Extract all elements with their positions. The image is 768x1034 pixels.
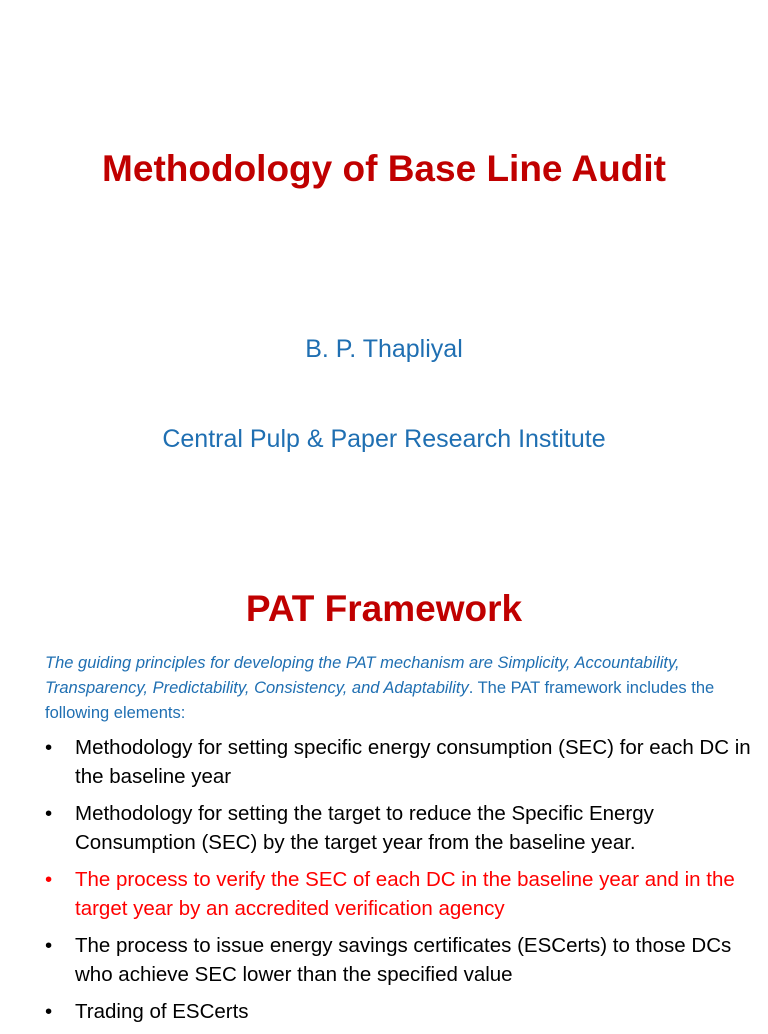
bullet-icon: •	[45, 1000, 53, 1023]
institute-name: Central Pulp & Paper Research Institute	[162, 425, 606, 453]
list-item	[45, 931, 765, 989]
pat-framework-slide	[0, 580, 768, 1024]
list-item	[45, 997, 765, 1026]
bullet-icon: •	[45, 868, 53, 891]
bullet-icon: •	[45, 802, 53, 825]
list-item	[45, 865, 765, 923]
bullet-text: The process to verify the SEC of each DC in the baseline year and in the target year by an accredited verification agency	[75, 868, 735, 920]
bullet-text: Methodology for setting the target to reduce the Specific Energy Consumption (SEC) by the target year from the baseline year.	[75, 802, 654, 854]
intro-paragraph	[45, 651, 760, 726]
bullet-list	[45, 733, 765, 1034]
bullet-icon: •	[45, 736, 53, 759]
bullet-text: Trading of ESCerts	[75, 1000, 249, 1023]
intro-italic-text: The guiding principles for developing the PAT mechanism are Simplicity, Accountability, Transparency, Predictability, Consistency, and Adaptability	[45, 654, 680, 697]
bullet-text: The process to issue energy savings certificates (ESCerts) to those DCs who achieve SEC lower than the specified value	[75, 934, 732, 986]
slide-title: PAT Framework	[245, 588, 523, 629]
bullet-text: Methodology for setting specific energy consumption (SEC) for each DC in the baseline year	[75, 736, 751, 788]
list-item	[45, 733, 765, 791]
list-item	[45, 799, 765, 857]
bullet-icon: •	[45, 934, 53, 957]
intro-rest-text: . The PAT framework includes the following elements:	[45, 679, 715, 722]
slide-title: Methodology of Base Line Audit	[102, 148, 666, 189]
author-name: B. P. Thapliyal	[305, 335, 463, 363]
